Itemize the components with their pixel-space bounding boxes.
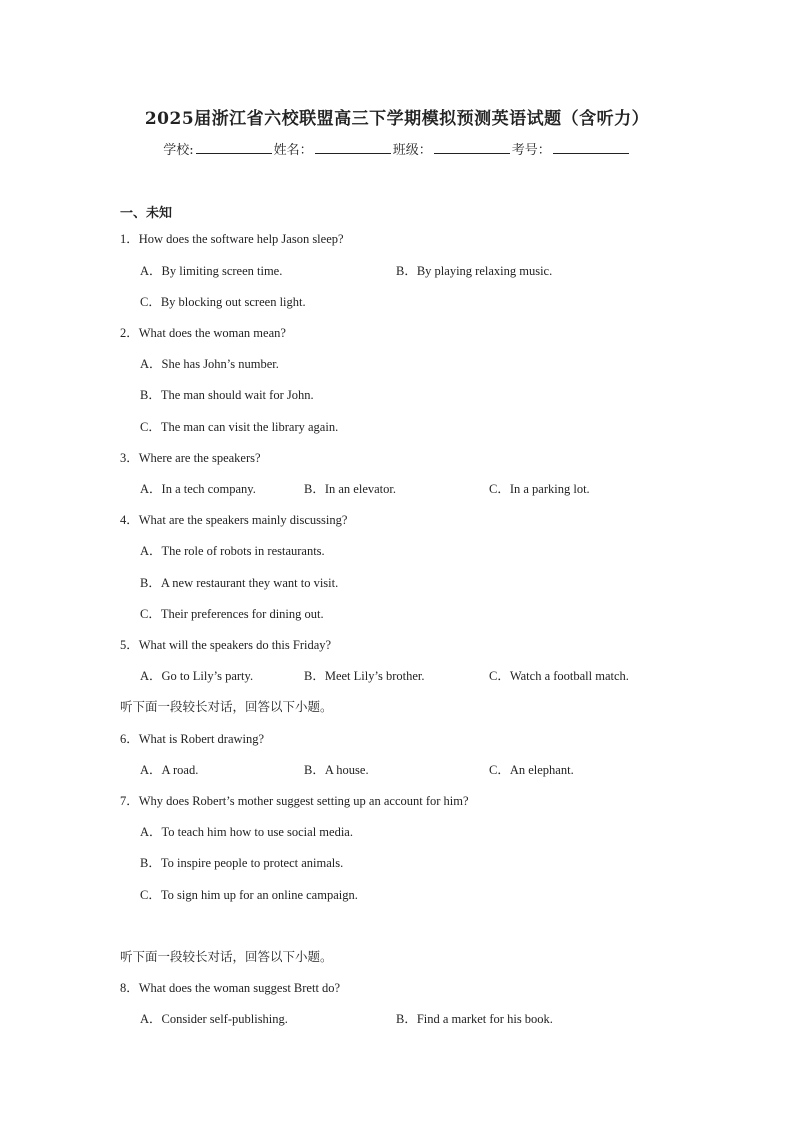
question-4: 4．What are the speakers mainly discussing? bbox=[120, 513, 348, 527]
question-7-option-a: A．To teach him how to use social media. bbox=[140, 825, 353, 839]
question-5: 5．What will the speakers do this Friday? bbox=[120, 638, 332, 652]
question-6-option-a: A．A road. bbox=[140, 763, 199, 777]
question-8-option-b: B．Find a market for his book. bbox=[396, 1012, 553, 1026]
question-5-option-a: A．Go to Lily’s party. bbox=[140, 669, 254, 683]
exam-number-blank bbox=[553, 141, 629, 154]
name-blank bbox=[315, 141, 391, 154]
question-1-option-a: A．By limiting screen time. bbox=[140, 264, 283, 278]
question-2-option-b: B．The man should wait for John. bbox=[140, 388, 314, 402]
question-6-option-b: B．A house. bbox=[304, 763, 369, 777]
class-blank bbox=[434, 141, 510, 154]
question-6-option-c: C．An elephant. bbox=[489, 763, 574, 777]
question-7: 7．Why does Robert’s mother suggest setting up an account for him? bbox=[120, 794, 469, 808]
question-8-option-a: A．Consider self-publishing. bbox=[140, 1012, 288, 1026]
question-4-option-c: C．Their preferences for dining out. bbox=[140, 607, 324, 621]
question-3-option-b: B．In an elevator. bbox=[304, 482, 396, 496]
question-4-option-b: B．A new restaurant they want to visit. bbox=[140, 576, 339, 590]
school-blank bbox=[196, 141, 272, 154]
name-label: 姓名： bbox=[273, 143, 313, 158]
question-2-option-a: A．She has John’s number. bbox=[140, 357, 279, 371]
question-6: 6．What is Robert drawing? bbox=[120, 732, 265, 746]
question-7-option-c: C．To sign him up for an online campaign. bbox=[140, 888, 358, 902]
question-5-option-c: C．Watch a football match. bbox=[489, 669, 629, 683]
question-1: 1．How does the software help Jason sleep? bbox=[120, 232, 344, 246]
question-4-option-a: A．The role of robots in restaurants. bbox=[140, 544, 325, 558]
question-3-option-c: C．In a parking lot. bbox=[489, 482, 590, 496]
question-8: 8．What does the woman suggest Brett do? bbox=[120, 981, 341, 995]
class-label: 班级： bbox=[392, 143, 432, 158]
listening-instruction-1: 听下面一段较长对话，回答以下小题。 bbox=[120, 699, 333, 714]
question-7-option-b: B．To inspire people to protect animals. bbox=[140, 856, 344, 870]
section-heading: 一、未知 bbox=[120, 206, 173, 221]
question-1-option-c: C．By blocking out screen light. bbox=[140, 295, 306, 309]
question-2-option-c: C．The man can visit the library again. bbox=[140, 420, 339, 434]
school-label: 学校: bbox=[163, 143, 194, 158]
question-3-option-a: A．In a tech company. bbox=[140, 482, 256, 496]
question-1-option-b: B．By playing relaxing music. bbox=[396, 264, 553, 278]
exam-number-label: 考号： bbox=[511, 143, 551, 158]
question-5-option-b: B．Meet Lily’s brother. bbox=[304, 669, 425, 683]
student-info-line bbox=[0, 139, 794, 158]
page-title: 2025届浙江省六校联盟高三下学期模拟预测英语试题（含听力） bbox=[144, 109, 650, 129]
question-3: 3．Where are the speakers? bbox=[120, 451, 261, 465]
question-2: 2．What does the woman mean? bbox=[120, 326, 286, 340]
listening-instruction-2: 听下面一段较长对话，回答以下小题。 bbox=[120, 949, 333, 964]
